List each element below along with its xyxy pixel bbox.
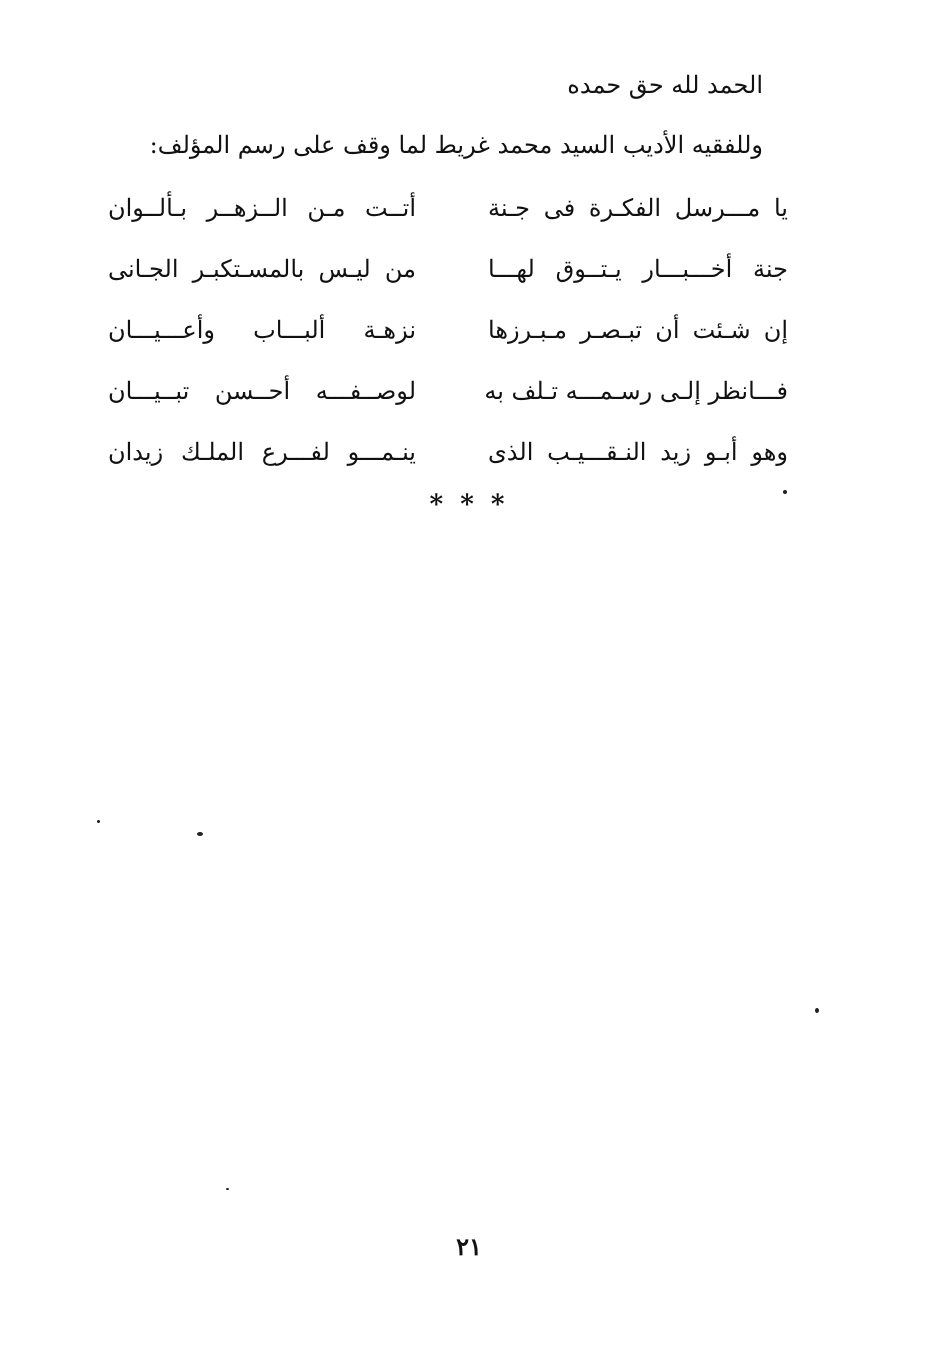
poem (108, 193, 788, 498)
scan-speck (226, 1188, 229, 1190)
verse-first-hemistich: جنة أخـــبـــار يـتــوق لهـــا (488, 255, 788, 283)
scan-speck (815, 1008, 819, 1013)
verse (108, 376, 788, 437)
intro-line: وللفقيه الأديب السيد محمد غريط لما وقف على رسم المؤلف: (149, 131, 763, 159)
verse (108, 315, 788, 376)
verse (108, 193, 788, 254)
verse-second-hemistich: من ليـس بالمسـتكبـر الجـانى (108, 255, 416, 283)
verse-first-hemistich: يا مـــرسل الفكـرة فى جـنة (488, 194, 788, 222)
verse-second-hemistich: نزهـة ألبـــاب وأعـــيـــان (108, 316, 416, 344)
verse-first-hemistich: فـــانظر إلـى رسـمـــه تـلف به (484, 377, 788, 405)
verse-first-hemistich: وهو أبـو زيد النـقـــيـب الذى (488, 438, 788, 466)
scan-speck (197, 832, 203, 836)
verse-first-hemistich: إن شـئت أن تبـصـر مـبـرزها (488, 316, 788, 344)
section-separator: * * * (429, 490, 509, 520)
heading: الحمد لله حق حمده (567, 71, 763, 99)
verse-second-hemistich: لوصــفـــه أحــسن تبــيـــان (108, 377, 416, 405)
verse (108, 254, 788, 315)
verse (108, 437, 788, 498)
verse-second-hemistich: أتــت مـن الــزهــر بـألــوان (108, 194, 416, 222)
scan-speck (97, 820, 100, 823)
scan-speck (783, 490, 787, 494)
verse-second-hemistich: ينـمـــو لفـــرع الملـك زيدان (108, 438, 416, 466)
page-number: ٢١ (456, 1232, 482, 1261)
